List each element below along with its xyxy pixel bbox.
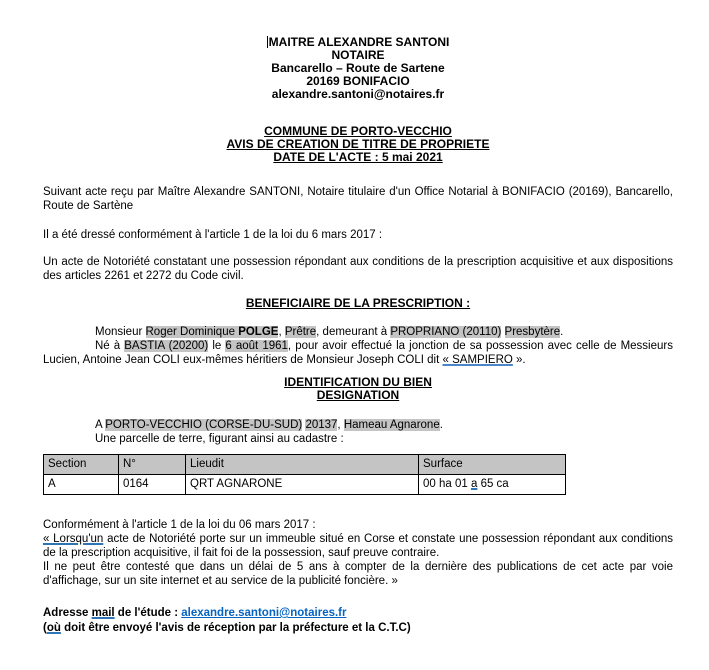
text-run: . [439, 419, 443, 431]
grammar-marked-lorsquun: « Lorsqu'un [43, 533, 104, 545]
highlight-residence-city: PROPRIANO (20110) [390, 326, 502, 338]
notary-name: MAITRE ALEXANDRE SANTONI [268, 35, 450, 49]
text-run: doit être envoyé l'avis de réception par la préfecture et la C.T.C) [60, 621, 411, 634]
paragraph-dresse: Il a été dressé conformément à l'article 1 de la loi du 6 mars 2017 : [43, 229, 383, 241]
cadastre-table-header-row [44, 455, 566, 475]
header-section: Section [44, 455, 119, 475]
footer-mail-line [43, 606, 673, 621]
letterhead [43, 36, 673, 101]
paragraph-notoriete: Un acte de Notoriété constatant une possession répondant aux conditions de la prescription acquisitive et aux dispositions des articles 2261 et 2272 du Code civil. [43, 256, 673, 282]
notice-title-commune: COMMUNE DE PORTO-VECCHIO [264, 124, 452, 138]
heading-identification [43, 376, 673, 402]
grammar-marked-mail: mail [91, 607, 115, 619]
paragraph-parcelle: Une parcelle de terre, figurant ainsi au cadastre : [95, 433, 344, 445]
paragraph-beneficiaire-birth [43, 339, 673, 367]
text-run: ». [512, 354, 526, 366]
grammar-marked-are: a [470, 478, 478, 490]
heading-designation: DESIGNATION [316, 388, 400, 402]
cell-section: A [44, 475, 119, 495]
heading-beneficiaire: BENEFICIAIRE DE LA PRESCRIPTION : [245, 296, 471, 310]
header-surface: Surface [419, 455, 566, 475]
text-run: . [560, 326, 564, 338]
text-run: , demeurant à [316, 326, 391, 338]
notary-address-line1: Bancarello – Route de Sartene [271, 61, 445, 75]
paragraph-acte-recu: Suivant acte reçu par Maître Alexandre SANTONI, Notaire titulaire d'un Office Notarial à BONIFACIO (20169), Bancarello, Route de Sartène [43, 186, 673, 212]
paragraph-law-intro: Conformément à l'article 1 de la loi du 06 mars 2017 : [43, 519, 316, 531]
notice-title [43, 125, 673, 164]
text-run: Né à [95, 340, 125, 352]
text-run: Monsieur [95, 326, 146, 338]
notice-title-avis: AVIS DE CREATION DE TITRE DE PROPRIETE [226, 137, 490, 151]
email-link[interactable]: alexandre.santoni@notaires.fr [181, 607, 347, 619]
paragraph-beneficiaire-identity [43, 325, 673, 339]
grammar-marked-sampiero: « SAMPIERO [442, 354, 513, 366]
notary-email: alexandre.santoni@notaires.fr [271, 87, 445, 101]
highlight-profession: Prêtre [284, 326, 317, 338]
text-run: ( [43, 621, 47, 634]
text-run: , pour avoir effectué la jonction de sa possession avec celle de Messieurs Lucien, Antoine Jean COLI eux-mêmes héritiers de Monsieur Joseph COLI dit [43, 340, 673, 366]
highlight-surname: POLGE [238, 326, 279, 338]
header-numero: N° [119, 455, 186, 475]
paragraph-law-quote-2: Il ne peut être contesté que dans un délai de 5 ans à compter de la dernière des publications de cet acte par voie d'affichage, sur un site internet et au service de la publicité foncière. » [43, 561, 673, 587]
text-run: 65 ca [477, 478, 509, 490]
highlight-firstname: Roger Dominique [145, 326, 239, 338]
grammar-marked-ou: où [46, 621, 61, 634]
header-lieudit: Lieudit [186, 455, 419, 475]
text-run: le [208, 340, 226, 352]
highlight-hameau: Hameau Agnarone [343, 419, 440, 431]
cell-surface [419, 475, 566, 495]
highlight-birth-city: BASTIA (20200) [124, 340, 209, 352]
heading-identification-bien: IDENTIFICATION DU BIEN [284, 375, 432, 389]
paragraph-bien-location [43, 418, 673, 432]
notary-role: NOTAIRE [331, 48, 385, 62]
law-quote-block [43, 518, 673, 588]
cadastre-table [43, 454, 566, 495]
highlight-residence-place: Presbytère [504, 326, 561, 338]
highlight-birth-date: 6 août 1961 [225, 340, 288, 352]
paragraph-law-quote-1 [43, 532, 673, 560]
cadastre-table-row [44, 475, 566, 495]
highlight-postal-code: 20137 [305, 419, 338, 431]
text-run: de l'étude : [114, 607, 182, 619]
notary-address-line2: 20169 BONIFACIO [306, 74, 410, 88]
text-run: , [278, 326, 285, 338]
text-run: acte de Notoriété porte sur un immeuble situé en Corse et constate une possession répondant aux conditions de la prescription acquisitive, il fait foi de la possession, sauf preuve contraire. [43, 533, 673, 559]
highlight-commune: PORTO-VECCHIO (CORSE-DU-SUD) [105, 419, 303, 431]
cell-lieudit: QRT AGNARONE [186, 475, 419, 495]
text-run: 00 ha 01 [423, 478, 471, 490]
footer [43, 606, 673, 635]
text-run: A [95, 419, 106, 431]
notice-title-date: DATE DE L'ACTE : 5 mai 2021 [273, 150, 443, 164]
text-run: , [337, 419, 344, 431]
footer-reception-line [43, 621, 673, 636]
cell-numero: 0164 [119, 475, 186, 495]
text-cursor [267, 36, 268, 48]
text-run: Adresse [43, 607, 92, 619]
